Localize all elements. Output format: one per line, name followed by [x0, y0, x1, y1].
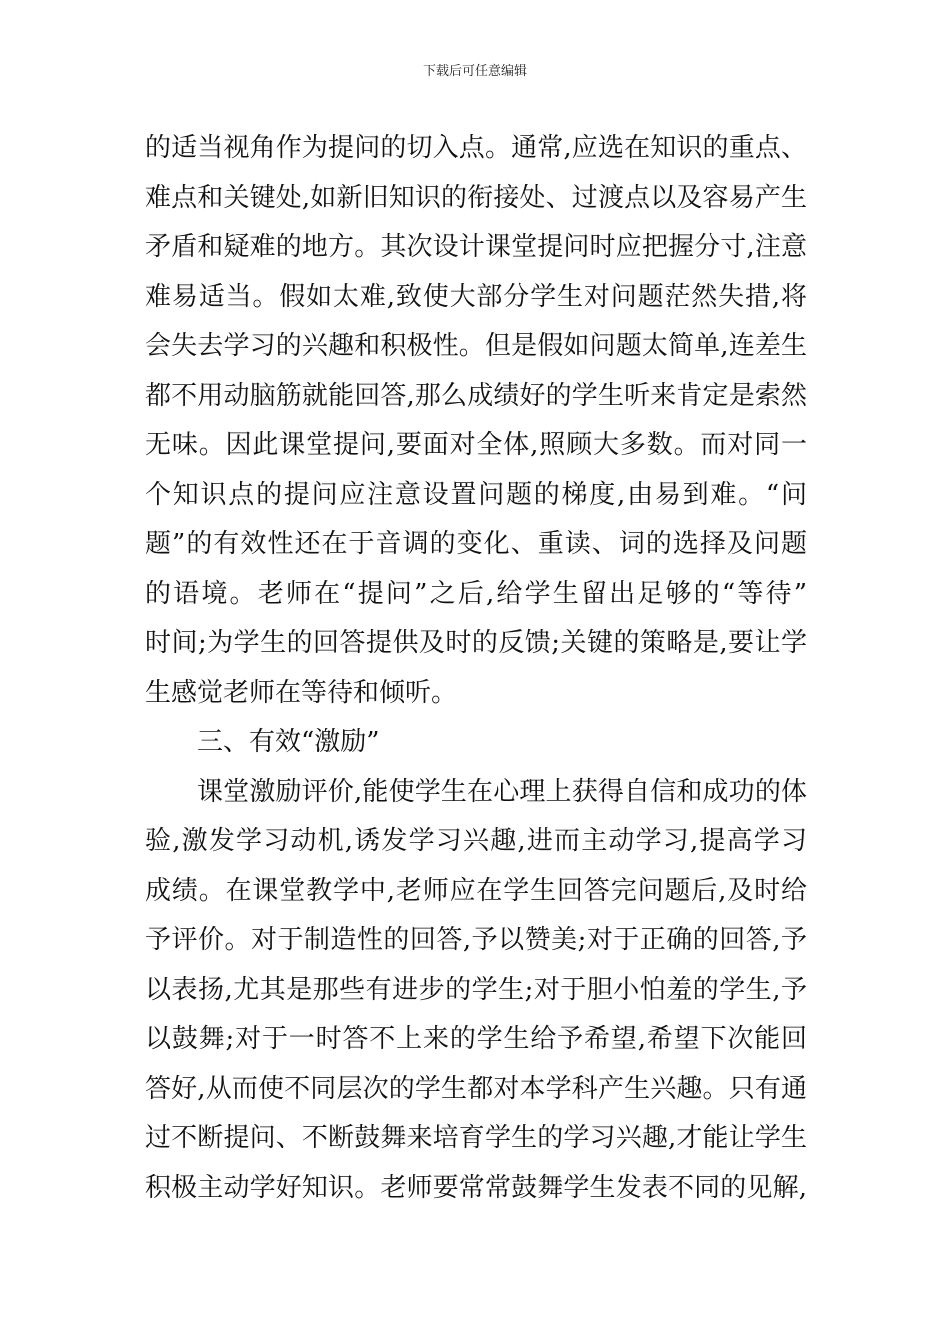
text-line: 无味。因此课堂提问,要面对全体,照顾大多数。而对同一 [145, 430, 807, 460]
text-line: 难点和关键处,如新旧知识的衔接处、过渡点以及容易产生 [145, 182, 807, 213]
text-line: 都不用动脑筋就能回答,那么成绩好的学生听来肯定是索然 [145, 380, 807, 411]
page-header: 下载后可任意编辑 [422, 64, 527, 79]
text-line: 题”的有效性还在于音调的变化、重读、词的选择及问题 [145, 529, 807, 559]
text-line: 个知识点的提问应注意设置问题的梯度,由易到难。“问 [145, 479, 807, 510]
text-line: 予评价。对于制造性的回答,予以赞美;对于正确的回答,予 [145, 925, 807, 955]
text-line: 课堂激励评价,能使学生在心理上获得自信和成功的体 [197, 776, 807, 807]
text-line: 生感觉老师在等待和倾听。 [145, 677, 458, 708]
text-line: 会失去学习的兴趣和积极性。但是假如问题太简单,连差生 [145, 331, 807, 361]
text-line: 过不断提问、不断鼓舞来培育学生的学习兴趣,才能让学生 [145, 1123, 807, 1153]
text-line: 的语境。老师在“提问”之后,给学生留出足够的“等待” [145, 578, 807, 609]
text-line: 答好,从而使不同层次的学生都对本学科产生兴趣。只有通 [145, 1073, 807, 1104]
document-body [145, 124, 807, 1213]
section-heading: 三、有效“激励” [197, 727, 380, 757]
text-line: 成绩。在课堂教学中,老师应在学生回答完问题后,及时给 [145, 875, 807, 906]
text-line: 积极主动学好知识。老师要常常鼓舞学生发表不同的见解, [145, 1172, 807, 1203]
text-line: 验,激发学习动机,诱发学习兴趣,进而主动学习,提高学习 [145, 826, 807, 856]
text-line: 难易适当。假如太难,致使大部分学生对问题茫然失措,将 [145, 281, 807, 312]
text-line: 矛盾和疑难的地方。其次设计课堂提问时应把握分寸,注意 [145, 232, 807, 262]
text-line: 时间;为学生的回答提供及时的反馈;关键的策略是,要让学 [145, 628, 807, 658]
text-line: 的适当视角作为提问的切入点。通常,应选在知识的重点、 [145, 133, 807, 163]
text-line: 以表扬,尤其是那些有进步的学生;对于胆小怕羞的学生,予 [145, 974, 807, 1005]
text-line: 以鼓舞;对于一时答不上来的学生给予希望,希望下次能回 [145, 1024, 807, 1054]
